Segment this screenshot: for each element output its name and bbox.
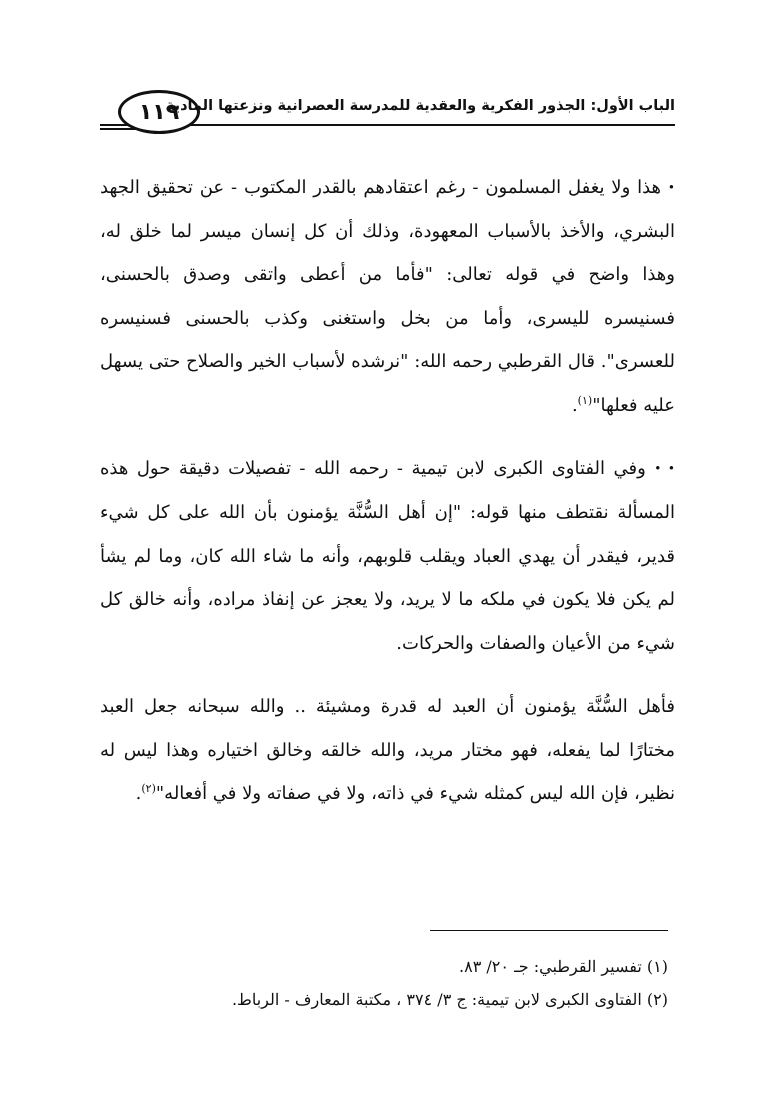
paragraph-text: فأهل السُّنَّة يؤمنون أن العبد له قدرة ومشيئة .. والله سبحانه جعل العبد مختارًا لما يفعله، فهو مختار مريد، والله خالقه وخالق اختياره وهذا ليس له نظير، فإن الله ليس كمثله شيء في ذاته، ولا في صفاته ولا في أفعاله" bbox=[100, 696, 675, 804]
body-text bbox=[100, 166, 675, 816]
paragraph-text: هذا ولا يغفل المسلمون - رغم اعتقادهم بالقدر المكتوب - عن تحقيق الجهد البشري، والأخذ بالأسباب المعهودة، وذلك أن كل إنسان ميسر لما خلق له، وهذا واضح في قوله تعالى: "فأما من أعطى واتقى وصدق بالحسنى، فسنيسره لليسرى، وأما من بخل واستغنى وكذب بالحسنى فسنيسره للعسرى". قال القرطبي رحمه الله: "نرشده لأسباب الخير والصلاح حتى يسهل عليه فعلها" bbox=[100, 177, 675, 416]
footnote-ref-2: (٢) bbox=[141, 782, 156, 795]
footnote-1: (١) تفسير القرطبي: جـ ٢٠/ ٨٣. bbox=[459, 957, 668, 976]
paragraph-text: وفي الفتاوى الكبرى لابن تيمية - رحمه الله - تفصيلات دقيقة حول هذه المسألة نقتطف منها قوله: "إن أهل السُّنَّة يؤمنون بأن الله على كل شيء قدير، فيقدر أن يهدي العباد ويقلب قلوبهم، وأنه ما شاء الله كان، وما لم يشأ لم يكن فلا يكون في ملكه ما لا يريد، ولا يعجز عن إنفاذ مراده، وأنه خالق كل شيء من الأعيان والصفات والحركات. bbox=[100, 458, 675, 654]
page-number: ١١٩ bbox=[118, 90, 200, 134]
chapter-title: الباب الأول: الجذور الفكرية والعقدية للمدرسة العصرانية ونزعتها المادية bbox=[165, 98, 675, 114]
bullet-marker: • bbox=[667, 180, 675, 195]
footnote-2: (٢) الفتاوى الكبرى لابن تيمية: ج ٣/ ٣٧٤ ، مكتبة المعارف - الرباط. bbox=[231, 990, 668, 1009]
paragraph-2 bbox=[100, 447, 675, 665]
paragraph-3 bbox=[100, 685, 675, 816]
footnote-ref-1: (١) bbox=[577, 393, 593, 407]
paragraph-end: . bbox=[135, 783, 142, 804]
paragraph-1 bbox=[100, 166, 675, 427]
footnote-separator bbox=[430, 930, 668, 931]
bullet-marker: • • bbox=[654, 461, 675, 476]
running-header bbox=[100, 88, 675, 144]
paragraph-end: . bbox=[571, 394, 578, 416]
footnotes bbox=[100, 950, 668, 1016]
